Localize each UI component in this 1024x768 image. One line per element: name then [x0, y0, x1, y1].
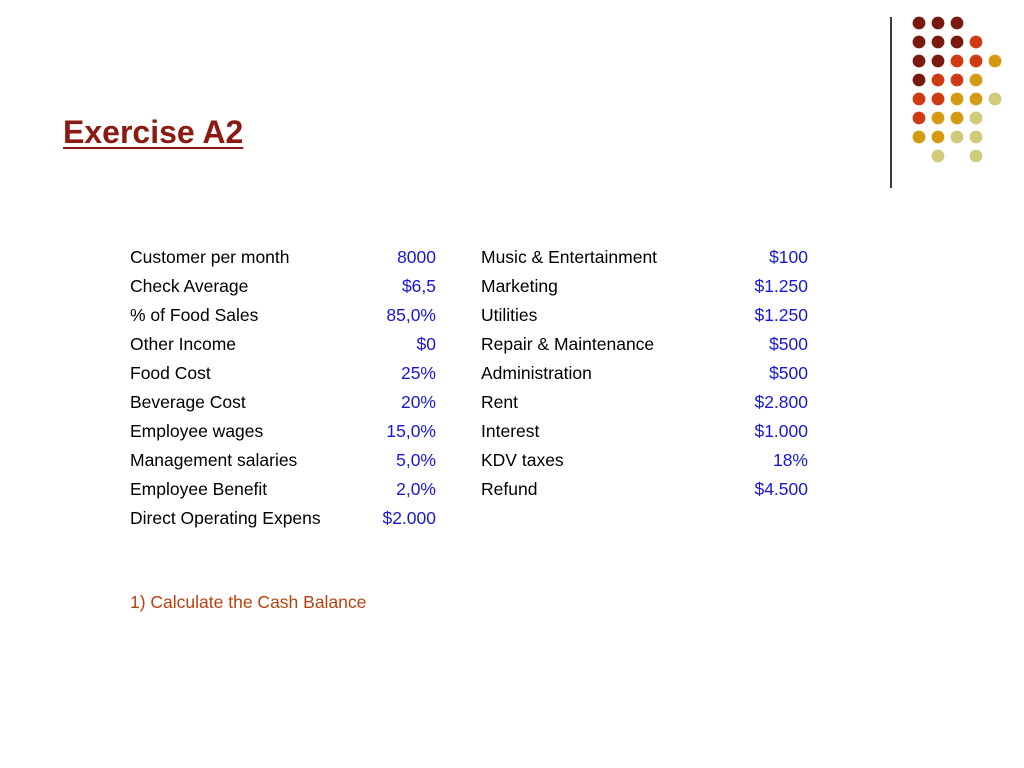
table-row: [481, 360, 808, 389]
decorative-dot: [970, 36, 983, 49]
row-label: Refund: [481, 479, 538, 499]
decorative-dot: [970, 93, 983, 106]
table-row: [130, 418, 436, 447]
decorative-dot: [989, 93, 1002, 106]
table-row: [481, 389, 808, 418]
row-value: $1.250: [754, 276, 808, 296]
table-row: [130, 331, 436, 360]
row-label: KDV taxes: [481, 450, 564, 470]
decorative-dot: [913, 55, 926, 68]
row-label: Employee wages: [130, 421, 264, 441]
table-row: [481, 418, 808, 447]
row-label: Other Income: [130, 334, 237, 354]
row-value: $2.800: [754, 392, 808, 412]
row-value: $4.500: [754, 479, 808, 499]
decorative-dot: [932, 131, 945, 144]
row-label: Rent: [481, 392, 518, 412]
decorative-dot: [913, 93, 926, 106]
task-instruction: 1) Calculate the Cash Balance: [130, 592, 367, 612]
row-label: Check Average: [130, 276, 249, 296]
table-row: [130, 447, 436, 476]
decorative-dot: [932, 36, 945, 49]
decorative-dot: [970, 74, 983, 87]
right-parameter-table: [481, 244, 808, 505]
row-label: Employee Benefit: [130, 479, 268, 499]
decorative-dot: [913, 131, 926, 144]
decorative-dot: [951, 55, 964, 68]
left-parameter-table: [130, 244, 436, 534]
decorative-dot: [951, 112, 964, 125]
row-label: Marketing: [481, 276, 558, 296]
row-value: 18%: [772, 450, 808, 470]
row-value: $500: [769, 363, 808, 383]
row-label: Administration: [481, 363, 592, 383]
table-row: [130, 302, 436, 331]
row-value: $0: [416, 334, 436, 354]
row-label: % of Food Sales: [130, 305, 259, 325]
table-row: [481, 302, 808, 331]
row-value: 5,0%: [396, 450, 436, 470]
decorative-dot: [951, 93, 964, 106]
decorative-dot: [951, 36, 964, 49]
row-value: $100: [769, 247, 808, 267]
decorative-dot: [970, 150, 983, 163]
decorative-dot: [932, 17, 945, 30]
row-value: 20%: [400, 392, 436, 412]
row-value: $6,5: [401, 276, 436, 296]
decorative-dot: [913, 112, 926, 125]
table-row: [130, 476, 436, 505]
decorative-dot: [970, 112, 983, 125]
decorative-dot: [989, 55, 1002, 68]
table-row: [130, 244, 436, 273]
decorative-dot: [932, 112, 945, 125]
decorative-dot: [951, 17, 964, 30]
decorative-dot: [970, 131, 983, 144]
row-value: 85,0%: [386, 305, 436, 325]
table-row: [130, 389, 436, 418]
vertical-divider: [890, 17, 892, 188]
dot-grid-pattern: [0, 0, 1024, 200]
row-value: $2.000: [382, 508, 436, 528]
decorative-dot: [932, 150, 945, 163]
decorative-dot: [951, 131, 964, 144]
decorative-dot: [970, 55, 983, 68]
table-row: [481, 331, 808, 360]
slide-title: Exercise A2: [63, 114, 244, 150]
row-value: $1.000: [754, 421, 808, 441]
decorative-dot: [932, 55, 945, 68]
row-label: Management salaries: [130, 450, 298, 470]
decorative-dot: [951, 74, 964, 87]
table-row: [481, 476, 808, 505]
row-value: 8000: [397, 247, 436, 267]
row-label: Food Cost: [130, 363, 211, 383]
table-row: [130, 360, 436, 389]
decorative-dot: [913, 74, 926, 87]
row-value: 2,0%: [396, 479, 436, 499]
table-row: [481, 244, 808, 273]
row-label: Music & Entertainment: [481, 247, 658, 267]
table-row: [481, 273, 808, 302]
row-value: $1.250: [754, 305, 808, 325]
row-label: Direct Operating Expens: [130, 508, 321, 528]
row-label: Customer per month: [130, 247, 290, 267]
row-value: $500: [769, 334, 808, 354]
row-label: Beverage Cost: [130, 392, 246, 412]
decorative-dot: [913, 36, 926, 49]
decorative-dot: [932, 74, 945, 87]
row-label: Repair & Maintenance: [481, 334, 655, 354]
row-value: 15,0%: [386, 421, 436, 441]
decorative-dot: [932, 93, 945, 106]
row-label: Utilities: [481, 305, 538, 325]
table-row: [481, 447, 808, 476]
table-row: [130, 273, 436, 302]
row-value: 25%: [400, 363, 436, 383]
decorative-dot: [913, 17, 926, 30]
table-row: [130, 505, 436, 534]
row-label: Interest: [481, 421, 540, 441]
